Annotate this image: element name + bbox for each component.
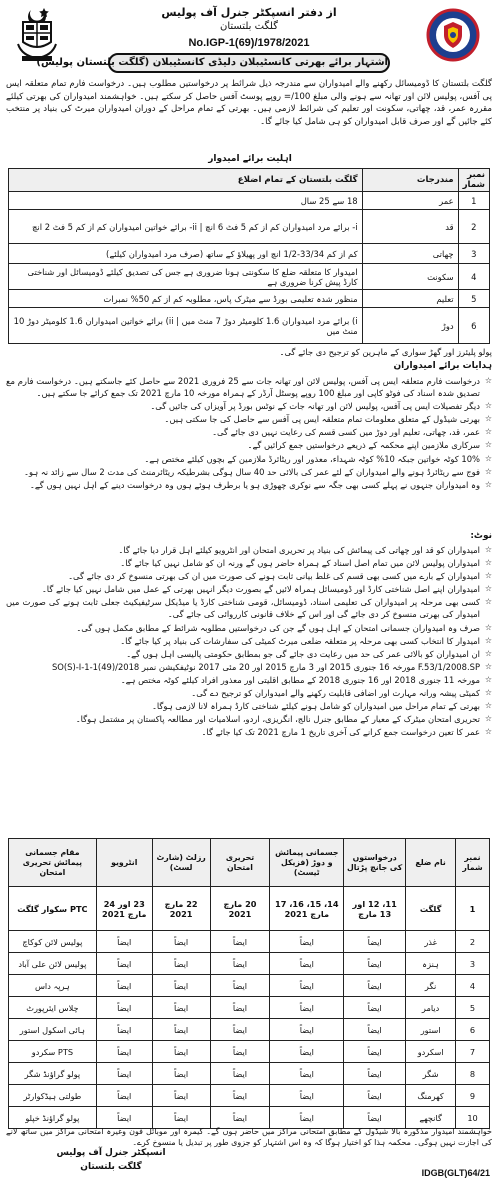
- cell-written: ایضاً: [210, 1019, 270, 1041]
- list-item: ☆ F.53/1/2008.SP مورخہ 16 جنوری 2015 اور 3 مارچ 2015 اور 20 مئی 2017 نوٹیفکیشن نمبر SO(S)-I-1-1(49)/2018: [6, 661, 492, 673]
- cell-scrutiny: ایضاً: [344, 1085, 406, 1107]
- cell-district: ہنزہ: [406, 953, 456, 975]
- row-detail: i- برائے مرد امیدواران کم از کم 5 فٹ 6 انچ | ii- برائے خواتین امیدواران کم از کم 5 فٹ 2 انچ: [9, 210, 363, 244]
- column-header: درخواستوں کی جانچ پڑتال: [344, 839, 406, 887]
- table-row: [9, 975, 490, 997]
- signature-block: [26, 1146, 196, 1174]
- cell-venue: ہائی اسکول استور: [9, 1019, 97, 1041]
- cell-interview: ایضاً: [96, 1107, 152, 1129]
- cell-physical: ایضاً: [270, 931, 344, 953]
- signatory-region: گلگت بلتستان: [80, 1162, 142, 1172]
- list-item: ☆ بھرتی کے تمام مراحل میں امیدواران کو شامل ہونے کیلئے شناختی کارڈ ہمراہ لانا لازمی ہوگا۔: [6, 700, 492, 712]
- table-row: [9, 1085, 490, 1107]
- cell-district: کھرمنگ: [406, 1085, 456, 1107]
- list-item: ☆ امیدواران اپنے اصل شناختی کارڈ اور ڈومیسائل ہمراہ لائیں گے بصورت دیگر انہیں بھرتی کے عمل میں شامل نہیں کیا جائے گا۔: [6, 583, 492, 595]
- column-header: مقام جسمانی پیمائش تحریری امتحان: [9, 839, 97, 887]
- list-item: ☆ فوج سے ریٹائرڈ ہونے والے امیدواران کے لئے عمر کی بالائی حد 40 سال ہوگی بشرطیکہ ریٹائرمنٹ کی مدت 2 سال سے زائد نہ ہو۔: [6, 466, 492, 478]
- cell-district: اسکردو: [406, 1041, 456, 1063]
- cell-interview: ایضاً: [96, 953, 152, 975]
- publication-code: IDGB(GLT)64/21: [421, 1168, 490, 1178]
- cell-number: 10: [456, 1107, 490, 1129]
- row-item: سکونت: [362, 264, 458, 290]
- cell-interview: ایضاً: [96, 1063, 152, 1085]
- recruitment-schedule-table: [8, 838, 490, 1129]
- cell-written: ایضاً: [210, 1085, 270, 1107]
- row-number: 3: [458, 244, 489, 264]
- cell-district: شگر: [406, 1063, 456, 1085]
- cell-number: 3: [456, 953, 490, 975]
- column-header: نمبر شمار: [458, 169, 489, 192]
- column-header: نمبر شمار: [456, 839, 490, 887]
- list-item: ☆ سرکاری ملازمین اپنے محکمہ کے ذریعے درخواستیں جمع کرائیں گے۔: [6, 439, 492, 451]
- advertisement-title: اشتہار برائے بھرتی کانسٹیبلان دلیڈی کانسٹیبلان (گلگت بلتستان پولیس): [108, 53, 390, 73]
- column-header: مندرجات: [362, 169, 458, 192]
- cell-district: غذر: [406, 931, 456, 953]
- cell-interview: 23 اور 24 مارچ 2021: [96, 887, 152, 931]
- cell-result: ایضاً: [152, 1041, 210, 1063]
- cell-scrutiny: 11، 12 اور 13 مارچ: [344, 887, 406, 931]
- list-item: ☆ تحریری امتحان میٹرک کے معیار کے مطابق جنرل نالج، انگریزی، اردو، اسلامیات اور مطالعہ پاکستان پر مشتمل ہوگا۔: [6, 713, 492, 725]
- row-number: 2: [458, 210, 489, 244]
- row-item: دوڑ: [362, 308, 458, 344]
- cell-venue: پولو گراؤنڈ خپلو: [9, 1107, 97, 1129]
- cell-district: دیامر: [406, 997, 456, 1019]
- column-header: نام ضلع: [406, 839, 456, 887]
- cell-scrutiny: ایضاً: [344, 931, 406, 953]
- row-number: 5: [458, 290, 489, 308]
- table-row: [9, 997, 490, 1019]
- cell-physical: ایضاً: [270, 1107, 344, 1129]
- requirements-table: [8, 168, 490, 344]
- cell-district: استور: [406, 1019, 456, 1041]
- list-item: ☆ وہ امیدواران جنہوں نے پہلے کسی بھی جگہ سے نوکری چھوڑی ہو یا برطرف ہوئے ہوں وہ درخواست دینے کے اہل نہیں ہوں گے۔: [6, 479, 492, 491]
- cell-written: ایضاً: [210, 975, 270, 997]
- column-header: تحریری امتحان: [210, 839, 270, 887]
- list-item: ☆ امیدواران کے بارے میں کسی بھی قسم کی غلط بیانی ثابت ہونے کی صورت میں ان کی بھرتی منسوخ کر دی جائے گی۔: [6, 570, 492, 582]
- row-detail: امیدوار کا متعلقہ ضلع کا سکونتی ہونا ضروری ہے جس کی تصدیق کیلئے ڈومیسائل اور شناختی کارڈ پیش کرنا ضروری ہے: [9, 264, 363, 290]
- cell-written: ایضاً: [210, 931, 270, 953]
- cell-result: ایضاً: [152, 997, 210, 1019]
- list-item: ☆ عمر، قد، چھاتی، تعلیم اور دوڑ میں کسی قسم کی رعایت نہیں دی جائے گی۔: [6, 426, 492, 438]
- cell-written: ایضاً: [210, 1107, 270, 1129]
- row-detail: 18 سے 25 سال: [9, 192, 363, 210]
- table-row: [9, 210, 490, 244]
- footer-paragraph: خواہشمند امیدوار مذکورہ بالا شیڈول کے مطابق امتحانی مراکز میں حاضر ہوں گے۔ کیمرہ اور موبائل فون وغیرہ امتحانی مراکز میں ساتھ لانے کی اجازت نہیں ہوگی۔ محکمہ ہذا کو اختیار ہوگا کہ وہ اس اشتہار کو جزوی طور پر تبدیل یا منسوخ کرے۔: [6, 1127, 492, 1147]
- list-item: ☆ بھرتی شیڈول کے متعلق معلومات تمام متعلقہ ایس پی آفس سے حاصل کی جا سکتی ہیں۔: [6, 413, 492, 425]
- cell-physical: ایضاً: [270, 1085, 344, 1107]
- table-row: [9, 192, 490, 210]
- cell-interview: ایضاً: [96, 1041, 152, 1063]
- cell-physical: ایضاً: [270, 953, 344, 975]
- list-item: ☆ درخواست فارم متعلقہ ایس پی آفس، پولیس لائن اور تھانہ جات سے 25 فروری 2021 سے حاصل کئے جاسکتے ہیں۔ درخواست فارم مع تصدیق شدہ اسناد کی فوٹو کاپی اور مبلغ 100 روپے پوسٹل آرڈر کے ہمراہ مورخہ 10 مارچ 2021 تک جمع کرائے جا سکتے ہیں۔: [6, 375, 492, 399]
- cell-result: ایضاً: [152, 975, 210, 997]
- cell-result: ایضاً: [152, 1107, 210, 1129]
- list-item: ☆ مورخہ 11 جنوری 2018 اور 16 جنوری 2018 کے مطابق اقلیتی اور معذور افراد کیلئے کوٹہ مختص ہے۔: [6, 674, 492, 686]
- cell-number: 4: [456, 975, 490, 997]
- cell-venue: پولیس لائن علی آباد: [9, 953, 97, 975]
- column-header: انٹرویو: [96, 839, 152, 887]
- intro-paragraph: گلگت بلتستان کا ڈومیسائل رکھنے والے امیدواران سے مندرجہ ذیل شرائط پر درخواستیں مطلوب ہیں۔ درخواست فارم تمام متعلقہ ایس پی آفس، پولیس لائن اور تھانہ سے ہونے والی مبلغ 100/= روپے پوسٹ آفس حاصل کر سکتے ہیں۔ خواہشمند امیدواران کی بھرتی کیلئے مقررہ عمر، قد، چھاتی، سکونت اور تعلیم کی شرائط لازمی ہیں۔ بھرتی کے تمام مراحل کے دوران امیدواران میرٹ کی بنیاد پر منتخب کئے جائیں گے اور صرف قابل امیدواران کو ہی شامل کیا جائے گا۔: [6, 79, 492, 127]
- list-item: ☆ صرف وہ امیدواران جسمانی امتحان کے اہل ہوں گے جن کی درخواستیں مطلوبہ شرائط کے مطابق مکمل ہوں گی۔: [6, 622, 492, 634]
- cell-interview: ایضاً: [96, 1085, 152, 1107]
- cell-venue: پولیس لائن کوکاچ: [9, 931, 97, 953]
- office-title: از دفتر انسپکٹر جنرل آف پولیس: [161, 6, 337, 19]
- notes-block: [6, 544, 492, 739]
- cell-scrutiny: ایضاً: [344, 1019, 406, 1041]
- table-row: [9, 887, 490, 931]
- table-row: [9, 244, 490, 264]
- cell-venue: پولو گراؤنڈ شگر: [9, 1063, 97, 1085]
- notes-heading: نوٹ:: [470, 531, 492, 541]
- table-row: [9, 953, 490, 975]
- cell-venue: PTS سکردو: [9, 1041, 97, 1063]
- table-row: [9, 1063, 490, 1085]
- cell-physical: 14، 15، 16، 17 مارچ 2021: [270, 887, 344, 931]
- row-detail: کم از کم 33/34-1/2 انچ اور پھیلاؤ کے ساتھ (صرف مرد امیدواران کیلئے): [9, 244, 363, 264]
- list-item: ☆ 10% کوٹہ خواتین جبکہ 10% کوٹہ شہداء، معذور اور ریٹائرڈ ملازمین کے بچوں کیلئے مختص ہے۔: [6, 453, 492, 465]
- column-header: رزلٹ (شارٹ لسٹ): [152, 839, 210, 887]
- table-row: [9, 1041, 490, 1063]
- cell-interview: ایضاً: [96, 1019, 152, 1041]
- requirements-header-row: [9, 169, 490, 192]
- row-number: 4: [458, 264, 489, 290]
- schedule-header-row: [9, 839, 490, 887]
- table-row: [9, 290, 490, 308]
- cell-result: ایضاً: [152, 1085, 210, 1107]
- row-item: تعلیم: [362, 290, 458, 308]
- cell-result: ایضاً: [152, 931, 210, 953]
- cell-result: ایضاً: [152, 1019, 210, 1041]
- government-emblem-icon: [14, 6, 60, 62]
- instructions-list: [6, 375, 492, 491]
- requirements-heading: اہلیت برائے امیدوار: [208, 154, 292, 164]
- notes-list: [6, 544, 492, 738]
- cell-result: ایضاً: [152, 1063, 210, 1085]
- cell-physical: ایضاً: [270, 1041, 344, 1063]
- list-item: ☆ امیدوار کا انتخاب کسی بھی مرحلہ پر متعلقہ ضلعی میرٹ کمیٹی کی سفارشات کی بنیاد پر کیا جائے گا۔: [6, 635, 492, 647]
- cell-venue: طولتی ہیڈکوارٹر: [9, 1085, 97, 1107]
- cell-scrutiny: ایضاً: [344, 975, 406, 997]
- cell-written: 20 مارچ 2021: [210, 887, 270, 931]
- instructions-heading: ہدایات برائے امیدواران: [393, 361, 492, 371]
- cell-interview: ایضاً: [96, 931, 152, 953]
- cell-district: گلگت: [406, 887, 456, 931]
- cell-number: 2: [456, 931, 490, 953]
- cell-written: ایضاً: [210, 1063, 270, 1085]
- cell-venue: PTC سکوار گلگت: [9, 887, 97, 931]
- table-row: [9, 264, 490, 290]
- cell-physical: ایضاً: [270, 1019, 344, 1041]
- list-item: ☆ ان امیدواران کو بالائی عمر کی حد میں رعایت دی جائے گی جو بمطابق حکومتی پالیسی اہل ہوں گے۔: [6, 648, 492, 660]
- cell-physical: ایضاً: [270, 997, 344, 1019]
- cell-venue: چلاس ایئرپورٹ: [9, 997, 97, 1019]
- cell-written: ایضاً: [210, 953, 270, 975]
- cell-physical: ایضاً: [270, 975, 344, 997]
- list-item: ☆ کسی بھی مرحلہ پر امیدواران کی تعلیمی اسناد، ڈومیسائل، قومی شناختی کارڈ یا میڈیکل سرٹیفیکیٹ جعلی ثابت ہونے کی صورت میں امیدوار کی بھرتی منسوخ کر دی جائے گی اور اس کے خلاف قانونی کارروائی کی جائے گی۔: [6, 596, 492, 620]
- cell-result: 22 مارچ 2021: [152, 887, 210, 931]
- cell-result: ایضاً: [152, 953, 210, 975]
- cell-scrutiny: ایضاً: [344, 1041, 406, 1063]
- cell-interview: ایضاً: [96, 997, 152, 1019]
- row-item: قد: [362, 210, 458, 244]
- instructions-block: [6, 375, 492, 492]
- reference-number: No.IGP-1(69)/1978/2021: [188, 37, 310, 49]
- region-title: گلگت بلتستان: [219, 21, 279, 32]
- cell-number: 1: [456, 887, 490, 931]
- list-item: ☆ عمر کا تعین درخواست جمع کرانے کی آخری تاریخ 1 مارچ 2021 تک کیا جائے گا۔: [6, 726, 492, 738]
- row-item: چھاتی: [362, 244, 458, 264]
- column-header: گلگت بلتستان کے تمام اضلاع: [9, 169, 363, 192]
- table-row: [9, 308, 490, 344]
- cell-scrutiny: ایضاً: [344, 953, 406, 975]
- cell-written: ایضاً: [210, 997, 270, 1019]
- list-item: ☆ امیدواران کو قد اور چھاتی کی پیمائش کی بنیاد پر تحریری امتحان اور انٹرویو کیلئے اہل قرار دیا جائے گا۔: [6, 544, 492, 556]
- cell-scrutiny: ایضاً: [344, 1107, 406, 1129]
- cell-scrutiny: ایضاً: [344, 997, 406, 1019]
- row-number: 1: [458, 192, 489, 210]
- cell-district: نگر: [406, 975, 456, 997]
- cell-number: 6: [456, 1019, 490, 1041]
- row-detail: i) برائے مرد امیدواران 1.6 کلومیٹر دوڑ 7 منٹ میں | ii) برائے خواتین امیدواران 1.6 کلومیٹر دوڑ 10 منٹ میں: [9, 308, 363, 344]
- list-item: ☆ دیگر تفصیلات ایس پی آفس، پولیس لائن اور تھانہ جات کے نوٹس بورڈ پر آویزاں کی جائیں گی۔: [6, 400, 492, 412]
- list-item: ☆ کمیٹی پیشہ ورانہ مہارت اور اضافی قابلیت رکھنے والے امیدواران کو ترجیح دے گی۔: [6, 687, 492, 699]
- police-logo-icon: [426, 8, 480, 62]
- cell-district: گانچھے: [406, 1107, 456, 1129]
- table-row: [9, 931, 490, 953]
- signatory-title: انسپکٹر جنرل آف پولیس: [56, 1148, 166, 1158]
- instructions-note: پولو پلیئرز اور گھڑ سواری کے ماہرین کو ترجیح دی جائے گی۔: [279, 347, 492, 357]
- table-row: [9, 1019, 490, 1041]
- row-number: 6: [458, 308, 489, 344]
- cell-venue: ہرپہ داس: [9, 975, 97, 997]
- list-item: ☆ امیدواران پولیس لائن میں تمام اصل اسناد کے ہمراہ حاضر ہوں گے ورنہ ان کو شامل نہیں کیا جائے گا۔: [6, 557, 492, 569]
- cell-number: 9: [456, 1085, 490, 1107]
- cell-number: 7: [456, 1041, 490, 1063]
- row-detail: منظور شدہ تعلیمی بورڈ سے میٹرک پاس، مطلوبہ کم از کم 50% نمبرات: [9, 290, 363, 308]
- cell-number: 5: [456, 997, 490, 1019]
- cell-written: ایضاً: [210, 1041, 270, 1063]
- cell-interview: ایضاً: [96, 975, 152, 997]
- cell-number: 8: [456, 1063, 490, 1085]
- cell-physical: ایضاً: [270, 1063, 344, 1085]
- cell-scrutiny: ایضاً: [344, 1063, 406, 1085]
- row-item: عمر: [362, 192, 458, 210]
- column-header: جسمانی پیمائش و دوڑ (فزیکل ٹیسٹ): [270, 839, 344, 887]
